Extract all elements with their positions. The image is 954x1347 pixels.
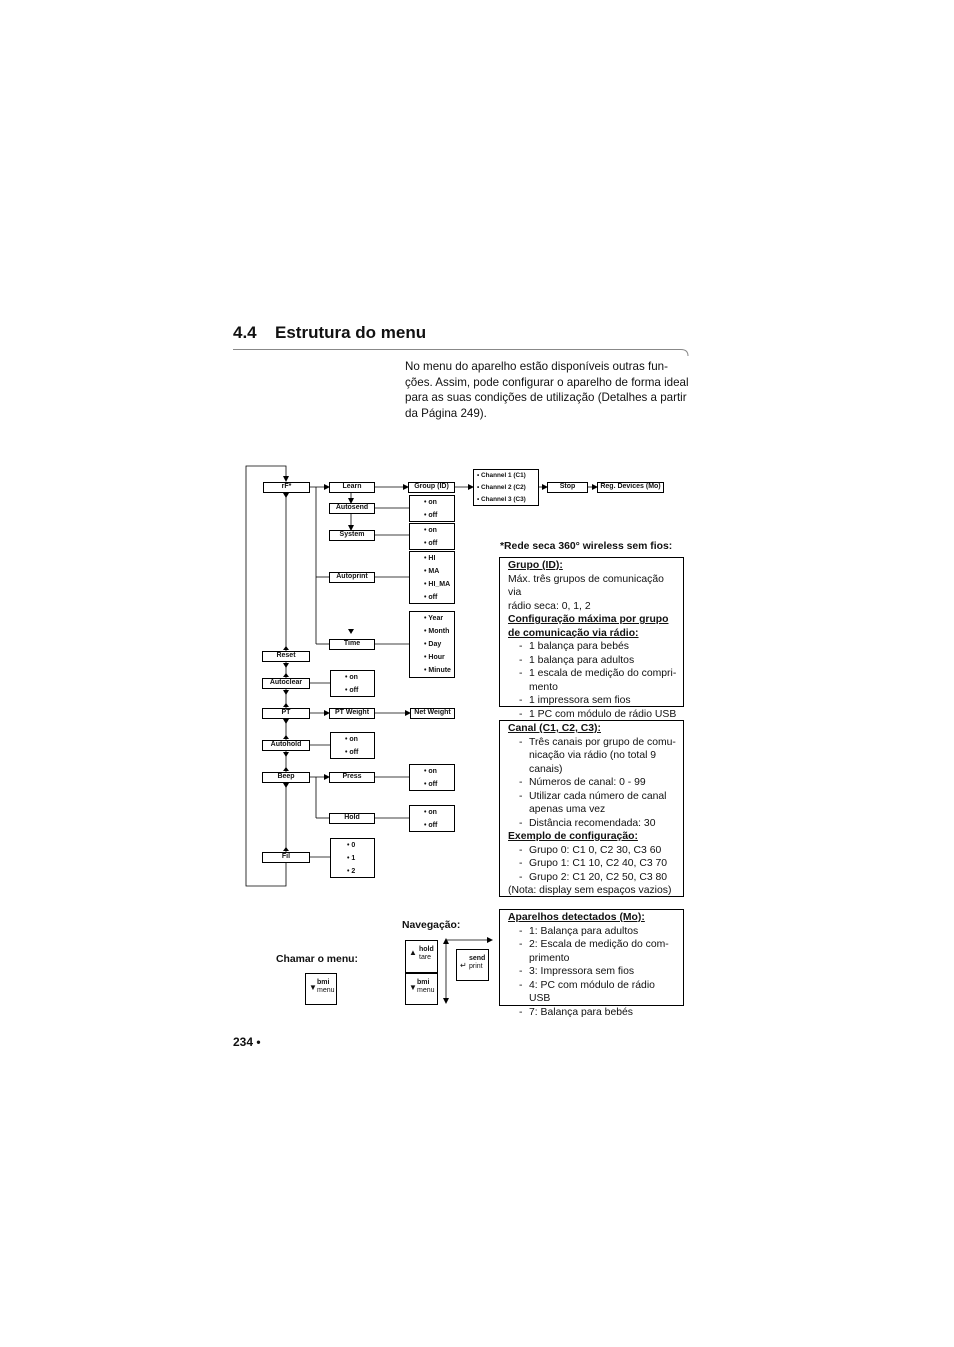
autoprint-options <box>409 551 455 604</box>
group-info-box <box>499 557 684 720</box>
menu-item-reset: Reset <box>262 651 310 662</box>
send-print-key <box>456 949 489 981</box>
time-option: • Year <box>424 615 444 622</box>
key-label-bottom: tare <box>419 954 432 961</box>
autohold-option: • on <box>345 736 358 743</box>
list-item: - Grupo 0: C1 0, C2 30, C3 60 <box>508 844 677 858</box>
list-item: - 7: Balança para bebés <box>508 1006 677 1020</box>
list-item <box>508 667 677 694</box>
menu-item-pt: PT <box>262 708 310 719</box>
autoprint-option: • HI_MA <box>424 581 451 588</box>
list-item <box>508 790 677 817</box>
menu-item-learn: Learn <box>329 482 375 493</box>
page-number: 234 • <box>233 1035 261 1049</box>
triangle-up-icon: ▲ <box>409 948 417 957</box>
menu-item-net-weight: Net Weight <box>410 708 455 719</box>
list-item-line: - Três canais por grupo de comu- <box>529 736 676 748</box>
intro-line: da Página 249). <box>405 406 487 420</box>
fil-option: • 2 <box>347 868 356 875</box>
list-item-line: nicação via rádio (no total 9 <box>529 750 657 761</box>
autoprint-option: • HI <box>424 555 436 562</box>
group-config-title: Configuração máxima por grupo <box>508 614 669 625</box>
intro-line: para as suas condições de utilização (Detalhes a partir <box>405 391 687 404</box>
section-title: Estrutura do menu <box>275 323 427 342</box>
fil-options <box>330 838 375 878</box>
key-label-top: send <box>469 955 486 962</box>
press-option: • on <box>424 768 437 775</box>
menu-item-fil: Fil <box>262 852 310 863</box>
press-option: • off <box>424 781 438 788</box>
group-config-title: de comunicação via rádio: <box>508 627 639 639</box>
autohold-option: • off <box>345 749 359 756</box>
key-label-bottom: menu <box>417 987 435 994</box>
autoprint-option: • off <box>424 594 438 601</box>
call-menu-label: Chamar o menu: <box>276 954 358 965</box>
list-item-line: apenas uma vez <box>529 804 606 815</box>
key-label-top: hold <box>419 946 434 953</box>
enter-arrow-icon: ↵ <box>460 961 467 970</box>
menu-item-autoprint: Autoprint <box>329 572 375 583</box>
section-number: 4.4 <box>233 323 257 342</box>
channel-option: • Channel 2 (C2) <box>477 484 526 491</box>
navigation-label: Navegação: <box>402 920 461 931</box>
autoclear-option: • on <box>345 674 358 681</box>
list-item-line: - Utilizar cada número de canal <box>529 790 667 802</box>
key-label-top: bmi <box>317 979 330 986</box>
menu-item-reg-devices: Reg. Devices (Mo) <box>597 482 664 493</box>
time-option: • Hour <box>424 654 445 661</box>
list-item-line: primento <box>529 952 570 964</box>
menu-item-press: Press <box>329 772 375 783</box>
autoclear-options <box>330 670 375 697</box>
menu-item-stop: Stop <box>547 482 588 493</box>
hold-option: • on <box>424 809 437 816</box>
list-item: - 3: Impressora sem fios <box>508 965 677 979</box>
list-item-line: - 2: Escala de medição do com- <box>529 939 669 950</box>
list-item <box>508 736 677 777</box>
menu-item-time: Time <box>329 639 375 650</box>
menu-item-rf: rF* <box>263 482 310 493</box>
list-item-line: canais) <box>529 763 563 775</box>
key-label-top: bmi <box>417 979 430 986</box>
devices-title: Aparelhos detectados (Mo): <box>508 912 645 923</box>
devices-info-box <box>499 909 684 1018</box>
autohold-options <box>330 732 375 759</box>
menu-item-group-id: Group (ID) <box>408 482 455 493</box>
autoprint-option: • MA <box>424 568 440 575</box>
channel-note: (Nota: display sem espaços vazios) <box>508 885 672 896</box>
list-item: - 4: PC com módulo de rádio USB <box>508 979 677 1006</box>
intro-line: No menu do aparelho estão disponíveis outras fun- <box>405 360 668 373</box>
time-option: • Minute <box>424 667 451 674</box>
hold-tare-key <box>405 940 438 973</box>
list-item: - Grupo 2: C1 20, C2 50, C3 80 <box>508 871 677 885</box>
list-item-line: - 1 escala de medição do compri- <box>529 668 677 679</box>
fil-option: • 1 <box>347 855 356 862</box>
menu-item-system: System <box>329 530 375 541</box>
intro-line: ções. Assim, pode configurar o aparelho de forma ideal <box>405 375 689 389</box>
triangle-down-icon: ▼ <box>309 983 317 992</box>
bmi-menu-key-nav <box>405 973 438 1005</box>
triangle-down-icon: ▼ <box>409 983 417 992</box>
time-options <box>409 611 455 678</box>
group-text-line: rádio seca: 0, 1, 2 <box>508 600 591 612</box>
hold-option: • off <box>424 822 438 829</box>
time-option: • Month <box>424 628 450 635</box>
channel-option: • Channel 3 (C3) <box>477 496 526 503</box>
menu-item-autosend: Autosend <box>329 503 375 514</box>
system-options <box>409 523 455 550</box>
autosend-option: • off <box>424 512 438 519</box>
list-item <box>508 938 677 965</box>
group-title: Grupo (ID): <box>508 560 563 571</box>
time-option: • Day <box>424 641 442 648</box>
list-item: - Distância recomendada: 30 <box>508 817 677 831</box>
press-options <box>409 764 455 791</box>
list-item: - Números de canal: 0 - 99 <box>508 776 677 790</box>
menu-item-beep: Beep <box>262 772 310 783</box>
example-title: Exemplo de configuração: <box>508 831 638 842</box>
menu-item-autohold: Autohold <box>262 740 310 751</box>
group-text-line: Máx. três grupos de comunicação via <box>508 573 664 598</box>
list-item: - 1 impressora sem fios <box>508 694 677 708</box>
fil-option: • 0 <box>347 842 356 849</box>
list-item: - 1 balança para bebés <box>508 640 677 654</box>
list-item-line: mento <box>529 681 558 693</box>
autosend-option: • on <box>424 499 437 506</box>
menu-item-pt-weight: PT Weight <box>329 708 375 719</box>
list-item: - Grupo 1: C1 10, C2 40, C3 70 <box>508 857 677 871</box>
channel-option: • Channel 1 (C1) <box>477 472 526 479</box>
key-label-bottom: menu <box>317 987 335 994</box>
autoclear-option: • off <box>345 687 359 694</box>
list-item: - 1 balança para adultos <box>508 654 677 668</box>
wireless-heading: *Rede seca 360° wireless sem fios: <box>500 541 673 552</box>
autosend-options <box>409 495 455 522</box>
hold-options <box>409 805 455 832</box>
system-option: • off <box>424 540 438 547</box>
bmi-menu-key <box>305 973 337 1005</box>
menu-item-autoclear: Autoclear <box>262 678 310 689</box>
channel-info-box <box>499 720 684 897</box>
channel-title: Canal (C1, C2, C3): <box>508 723 601 734</box>
list-item: - 1 PC com módulo de rádio USB <box>508 708 677 722</box>
key-label-bottom: print <box>469 963 483 970</box>
system-option: • on <box>424 527 437 534</box>
channel-options <box>473 469 539 506</box>
menu-item-hold: Hold <box>329 813 375 824</box>
list-item: - 1: Balança para adultos <box>508 925 677 939</box>
